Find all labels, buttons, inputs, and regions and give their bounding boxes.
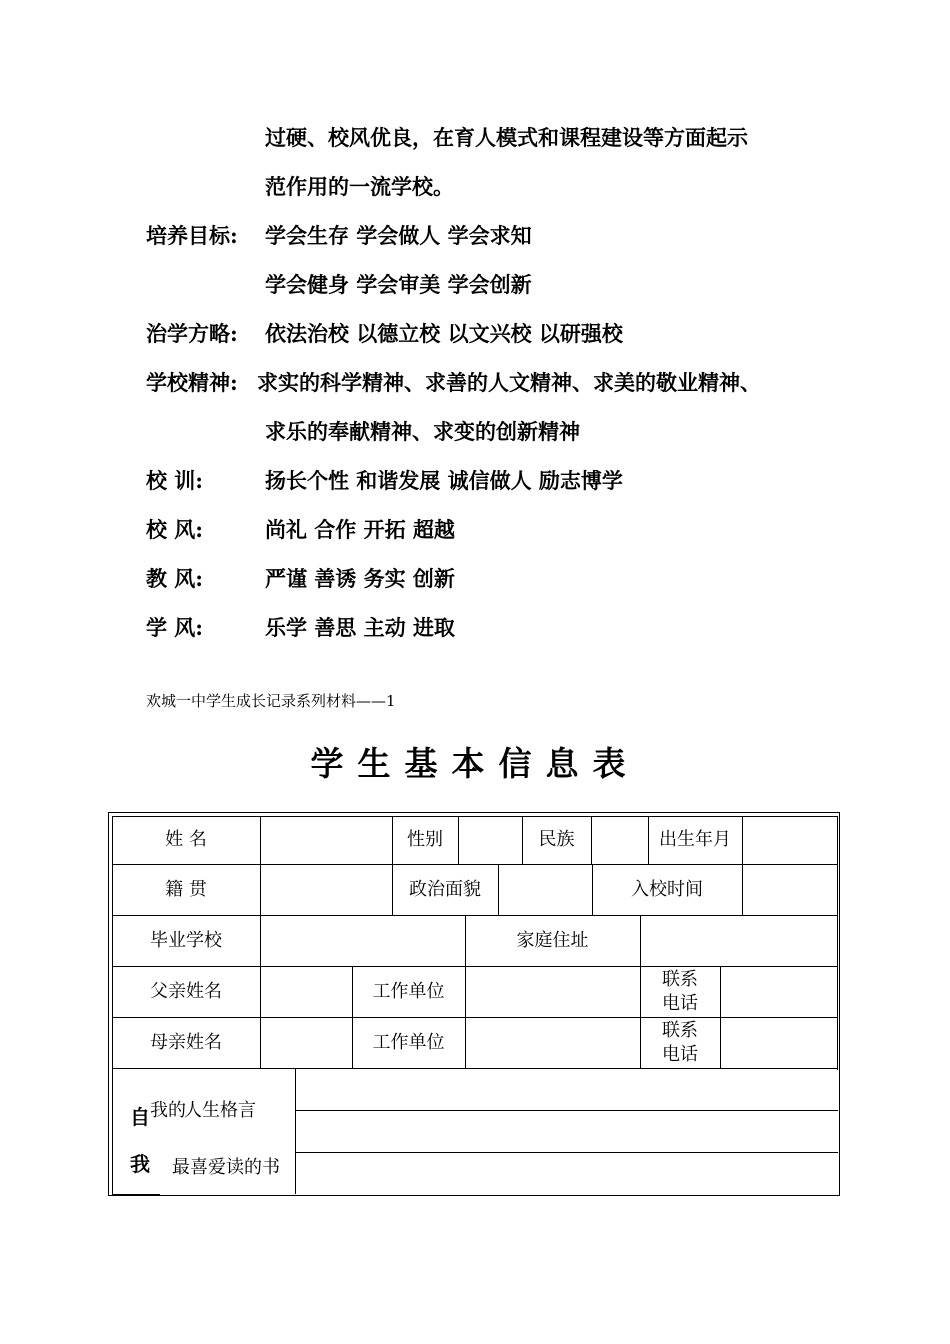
- name-field[interactable]: [260, 816, 392, 864]
- ethnicity-label: 民族: [538, 829, 575, 850]
- info-form-grid: [112, 816, 836, 1192]
- section-text-study-style: 乐学 善思 主动 进取: [265, 615, 455, 640]
- mother-work-field[interactable]: [465, 1017, 640, 1068]
- enrollment-date-field[interactable]: [742, 864, 837, 915]
- intro-line-1: 过硬、校风优良，在育人模式和课程建设等方面起示: [265, 125, 748, 150]
- section-text-goals-1: 学会生存 学会做人 学会求知: [265, 223, 532, 248]
- native-place-label: 籍 贯: [165, 878, 207, 900]
- graduation-school-label: 毕业学校: [150, 929, 222, 951]
- life-motto-label-a: 我的: [150, 1100, 186, 1121]
- section-label-goals: 培养目标:: [146, 223, 238, 248]
- section-text-spirit-1: 求实的科学精神、求善的人文精神、求美的敬业精神、: [257, 370, 761, 395]
- section-text-motto: 扬长个性 和谐发展 诚信做人 励志博学: [265, 468, 623, 493]
- gender-field[interactable]: [458, 816, 522, 864]
- info-form: [108, 812, 840, 1196]
- section-label-strategy: 治学方略:: [146, 321, 238, 346]
- father-work-field[interactable]: [465, 966, 640, 1017]
- form-title: 学生基本信息表: [310, 744, 640, 783]
- section-label-study-style: 学 风:: [146, 615, 204, 640]
- father-phone-label: 联系电话: [662, 968, 698, 1014]
- series-label: 欢城一中学生成长记录系列材料——1: [146, 692, 396, 710]
- mother-phone-label: 联系电话: [662, 1019, 698, 1065]
- political-status-label: 政治面貌: [409, 878, 481, 900]
- mother-work-label: 工作单位: [372, 1031, 445, 1053]
- section-text-teaching-style: 严谨 善诱 务实 创新: [265, 566, 455, 591]
- gender-label: 性别: [407, 829, 443, 850]
- graduation-school-field[interactable]: [260, 915, 465, 966]
- birth-label: 出生年月: [659, 829, 731, 850]
- birth-field[interactable]: [742, 816, 837, 864]
- native-place-field[interactable]: [260, 864, 392, 915]
- mother-phone-field[interactable]: [720, 1017, 837, 1068]
- section-text-spirit-2: 求乐的奉献精神、求变的创新精神: [265, 419, 580, 444]
- father-phone-field[interactable]: [720, 966, 837, 1017]
- grid-line: [837, 816, 838, 1070]
- mother-name-field[interactable]: [260, 1017, 352, 1068]
- section-text-school-style: 尚礼 合作 开拓 超越: [265, 517, 455, 542]
- favorite-book-label: 最喜爱读的书: [172, 1157, 280, 1178]
- political-status-field[interactable]: [498, 864, 592, 915]
- intro-line-2: 范作用的一流学校。: [265, 174, 454, 199]
- home-address-label: 家庭住址: [516, 929, 589, 951]
- father-name-label: 父亲姓名: [150, 980, 222, 1002]
- father-work-label: 工作单位: [372, 980, 445, 1002]
- self-label-2: 我: [130, 1152, 150, 1176]
- life-motto-field-2[interactable]: [295, 1110, 838, 1152]
- mother-name-label: 母亲姓名: [150, 1031, 222, 1053]
- section-text-strategy: 依法治校 以德立校 以文兴校 以研强校: [265, 321, 623, 346]
- enrollment-date-label: 入校时间: [631, 878, 703, 900]
- home-address-field[interactable]: [640, 915, 837, 966]
- life-motto-label-b: 人生格言: [184, 1100, 256, 1121]
- section-label-spirit: 学校精神:: [146, 370, 238, 395]
- ethnicity-field[interactable]: [591, 816, 648, 864]
- section-label-teaching-style: 教 风:: [146, 566, 204, 591]
- father-name-field[interactable]: [260, 966, 352, 1017]
- self-label-1: 自: [130, 1105, 150, 1129]
- name-label: 姓 名: [165, 829, 207, 850]
- grid-line: [112, 1194, 160, 1196]
- life-motto-field-1[interactable]: [295, 1068, 838, 1110]
- section-text-goals-2: 学会健身 学会审美 学会创新: [265, 272, 532, 297]
- section-label-school-style: 校 风:: [146, 517, 204, 542]
- section-label-motto: 校 训:: [146, 468, 204, 493]
- favorite-book-field[interactable]: [295, 1152, 838, 1194]
